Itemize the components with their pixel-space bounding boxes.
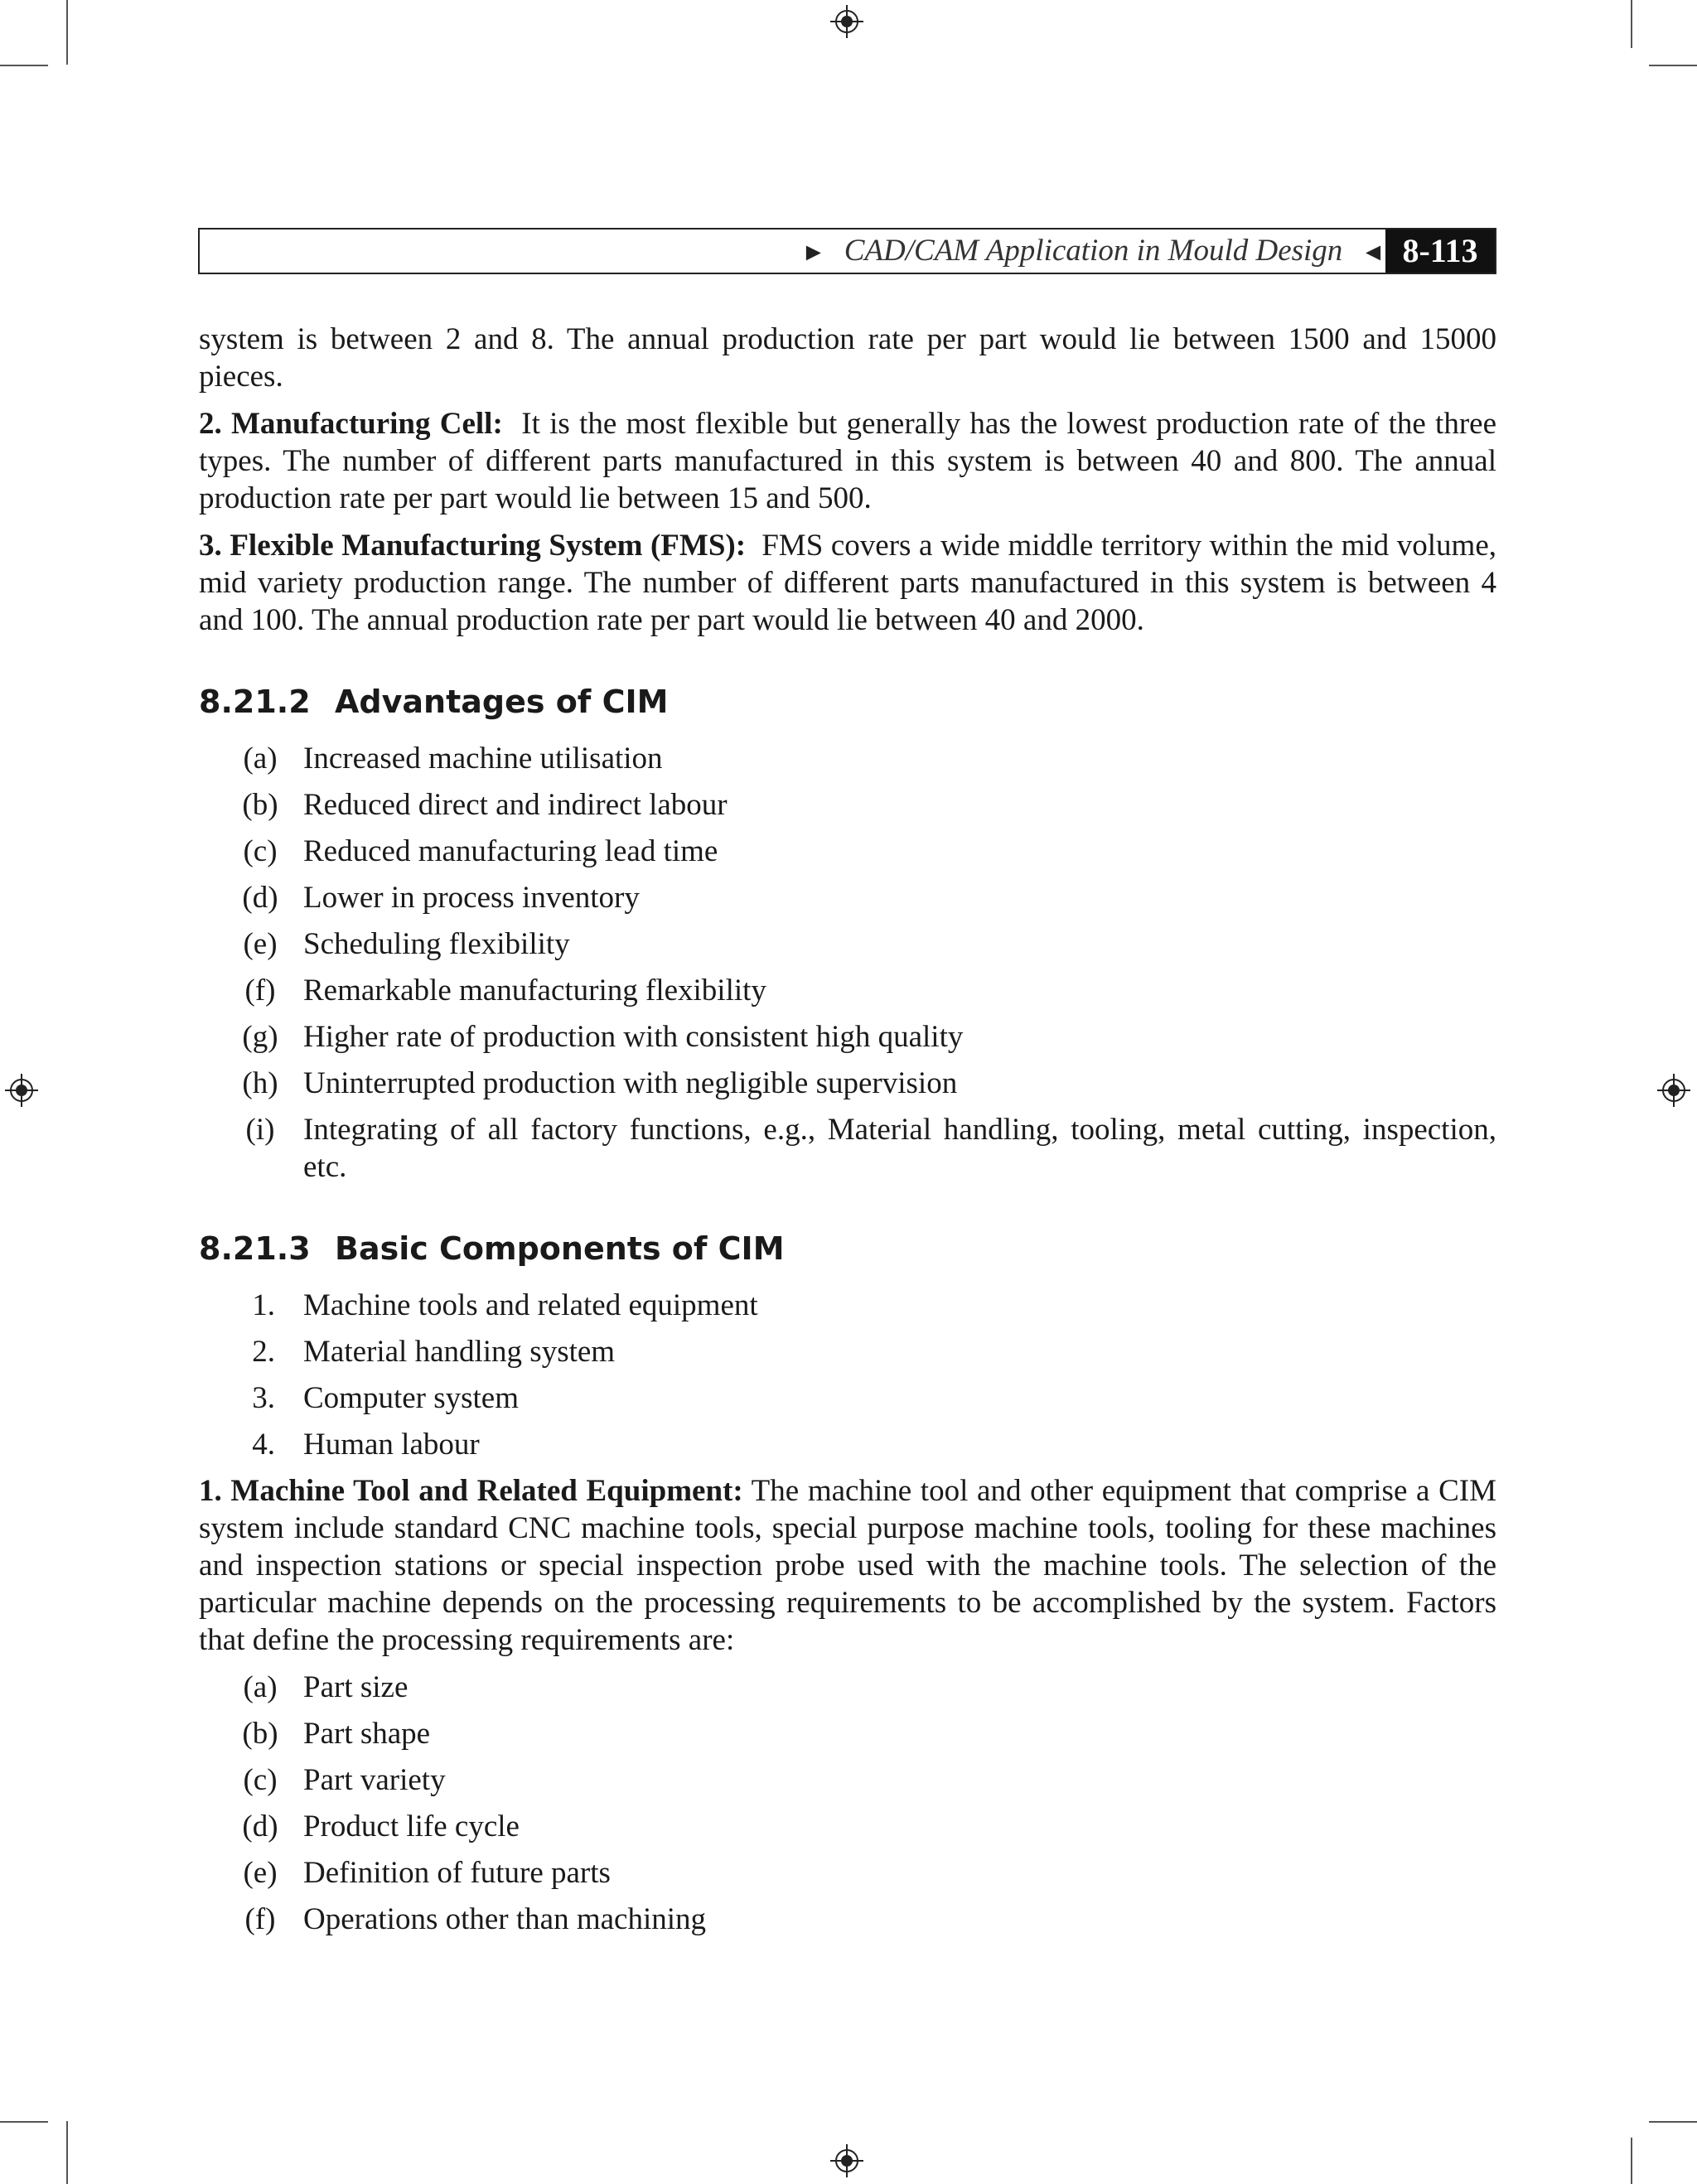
list-text: Material handling system <box>303 1335 616 1369</box>
list-item <box>199 1669 1496 1706</box>
registration-mark-icon <box>830 2144 863 2177</box>
list-item <box>199 786 1496 824</box>
list-text: Scheduling flexibility <box>303 927 570 961</box>
components-list <box>199 1287 1496 1463</box>
page-number: 8-113 <box>1385 230 1495 273</box>
crop-mark-bottom-right-vertical <box>1631 2138 1632 2184</box>
list-marker: (f) <box>244 974 276 1007</box>
list-text: Human labour <box>303 1428 480 1462</box>
list-item <box>199 1761 1496 1799</box>
list-text: Reduced direct and indirect labour <box>303 788 728 822</box>
continuation-text: system is between 2 and 8. The annual production rate per part would lie between 1500 and 15000 pieces. <box>199 322 1496 394</box>
list-item <box>199 1854 1496 1892</box>
list-item <box>199 925 1496 963</box>
list-text: Operations other than machining <box>303 1902 707 1936</box>
list-item <box>199 1018 1496 1056</box>
list-marker: (e) <box>243 1856 278 1890</box>
list-text: Computer system <box>303 1381 520 1415</box>
list-text: Remarkable manufacturing flexibility <box>303 974 766 1007</box>
list-item <box>199 879 1496 916</box>
list-marker: (f) <box>244 1902 276 1936</box>
factors-list <box>199 1669 1496 1938</box>
crop-mark-bottom-left-vertical <box>66 2121 68 2184</box>
components-heading <box>199 1229 1496 1268</box>
running-title-text: CAD/CAM Application in Mould Design <box>844 234 1343 268</box>
list-item <box>199 833 1496 870</box>
page-body <box>199 321 1496 1947</box>
crop-mark-top-left-horizontal <box>0 65 48 66</box>
list-item <box>199 1287 1496 1324</box>
manufacturing-cell-paragraph <box>199 405 1496 517</box>
list-marker: (d) <box>242 881 278 915</box>
advantages-list <box>199 740 1496 1186</box>
list-marker: (e) <box>243 927 278 961</box>
list-item <box>199 1426 1496 1463</box>
continuation-paragraph <box>199 321 1496 395</box>
list-item <box>199 1111 1496 1186</box>
list-text: Part size <box>303 1670 409 1704</box>
manufacturing-cell-text: It is the most flexible but generally has the lowest production rate of the three types. The number of different parts manufactured in this system is between 40 and 800. The annual production rate per part would lie between 15 and 500. <box>199 407 1496 515</box>
manufacturing-cell-label: 2. Manufacturing Cell: <box>199 407 503 441</box>
crop-mark-bottom-right-horizontal <box>1649 2121 1697 2123</box>
list-item <box>199 1333 1496 1370</box>
crop-mark-top-right-vertical <box>1631 0 1632 48</box>
list-marker: (i) <box>245 1113 275 1147</box>
list-marker: 3. <box>252 1381 275 1415</box>
list-marker: (c) <box>243 834 278 868</box>
list-marker: 2. <box>252 1335 275 1369</box>
list-marker: (c) <box>243 1763 278 1797</box>
list-marker: (h) <box>242 1066 278 1100</box>
section-title: Advantages of CIM <box>335 684 669 720</box>
list-text: Machine tools and related equipment <box>303 1288 758 1322</box>
list-marker: (b) <box>242 788 278 822</box>
list-item <box>199 1065 1496 1102</box>
list-text: Lower in process inventory <box>303 881 640 915</box>
crop-mark-bottom-left-horizontal <box>0 2121 48 2123</box>
crop-mark-top-right-horizontal <box>1649 65 1697 66</box>
registration-mark-icon <box>830 5 863 38</box>
list-item <box>199 1901 1496 1938</box>
list-text: Part variety <box>303 1763 446 1797</box>
list-marker: (a) <box>243 1670 278 1704</box>
list-item <box>199 1808 1496 1845</box>
machine-tool-paragraph <box>199 1472 1496 1659</box>
list-text: Reduced manufacturing lead time <box>303 834 718 868</box>
list-text: Definition of future parts <box>303 1856 611 1890</box>
list-marker: (g) <box>242 1020 278 1054</box>
triangle-left-icon: ◄ <box>1361 239 1385 266</box>
crop-mark-top-left-vertical <box>66 0 68 65</box>
section-number: 8.21.2 <box>199 684 311 720</box>
list-item <box>199 972 1496 1009</box>
registration-mark-icon <box>5 1074 38 1107</box>
list-text: Higher rate of production with consistent high quality <box>303 1020 964 1054</box>
fms-text: FMS covers a wide middle territory within the mid volume, mid variety production range. The number of different parts manufactured in this system is between 4 and 100. The annual production rate per part would lie between 40 and 2000. <box>199 529 1496 637</box>
list-marker: (a) <box>243 742 278 776</box>
running-header <box>198 228 1496 274</box>
list-text: Uninterrupted production with negligible supervision <box>303 1066 958 1100</box>
list-marker: 1. <box>252 1288 275 1322</box>
list-marker: 4. <box>252 1428 275 1462</box>
registration-mark-icon <box>1657 1074 1690 1107</box>
list-text: Increased machine utilisation <box>303 742 663 776</box>
machine-tool-label: 1. Machine Tool and Related Equipment: <box>199 1474 743 1508</box>
list-marker: (b) <box>242 1717 278 1751</box>
list-item <box>199 1715 1496 1752</box>
running-title <box>801 230 1385 273</box>
advantages-heading <box>199 682 1496 722</box>
section-number: 8.21.3 <box>199 1230 311 1267</box>
list-item <box>199 740 1496 777</box>
list-text: Integrating of all factory functions, e.g., Material handling, tooling, metal cutting, inspection, etc. <box>303 1113 1496 1184</box>
fms-paragraph <box>199 527 1496 639</box>
section-title: Basic Components of CIM <box>335 1230 785 1267</box>
fms-label: 3. Flexible Manufacturing System (FMS): <box>199 529 747 563</box>
list-marker: (d) <box>242 1810 278 1843</box>
list-text: Product life cycle <box>303 1810 520 1843</box>
triangle-right-icon: ► <box>801 239 826 266</box>
list-text: Part shape <box>303 1717 431 1751</box>
machine-tool-text: The machine tool and other equipment that comprise a CIM system include standard CNC machine tools, special purpose machine tools, tooling for these machines and inspection stations or special inspection probe used with the machine tools. The selection of the particular machine depends on the processing requirements to be accomplished by the system. Factors that define the processing requirements are: <box>199 1474 1496 1657</box>
list-item <box>199 1379 1496 1417</box>
